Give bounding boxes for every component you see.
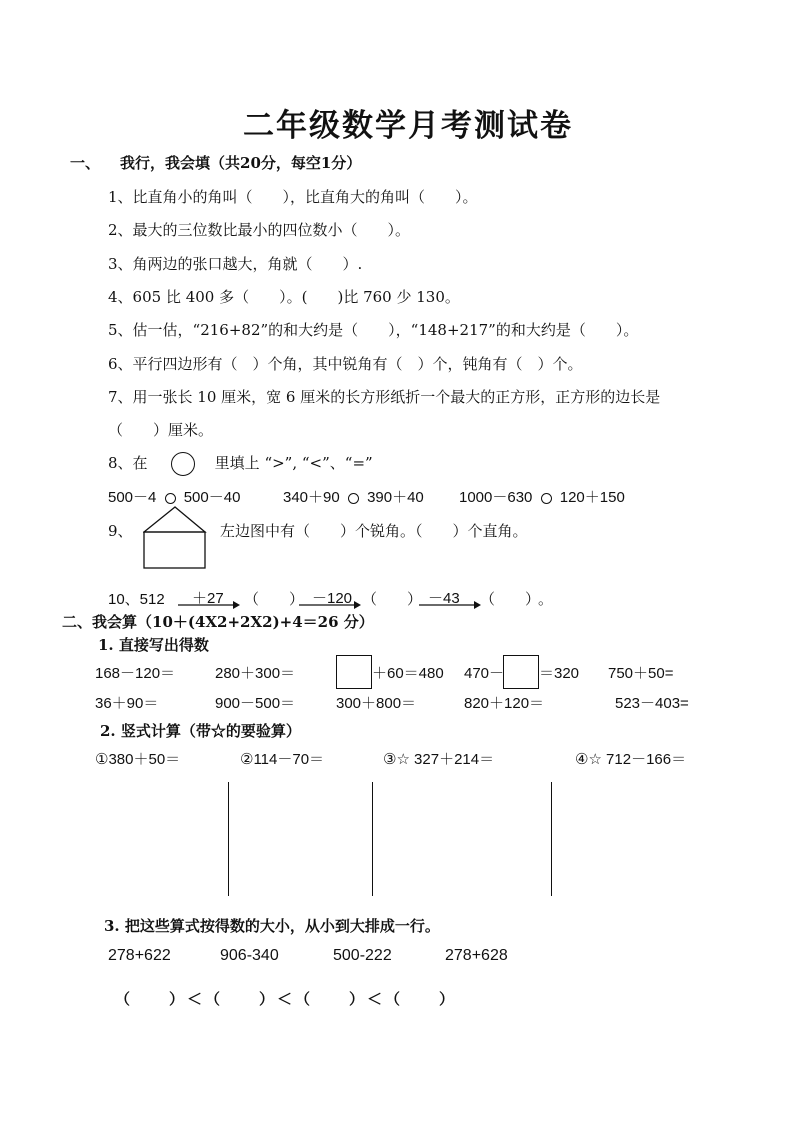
mental-calc: ＝320 [539, 665, 580, 682]
question-7-line2: （ ）厘米。 [108, 421, 214, 439]
chain-end: 。 [538, 591, 554, 608]
question-3: 3、角两边的张口越大，角就（ ）. [108, 255, 363, 273]
chain-blank-1[interactable]: （ ） [244, 591, 305, 608]
question-5: 5、估一估，“216+82”的和大约是（ ），“148+217”的和大约是（ ）。 [108, 321, 639, 339]
divider-line [228, 782, 229, 896]
compare-item-1 [108, 486, 240, 507]
mental-calc: 470－ [464, 665, 505, 682]
arrow-right-icon [298, 597, 362, 611]
question-1: 1、比直角小的角叫（ ），比直角大的角叫（ ）。 [108, 188, 478, 206]
chain-op-1: ＋27 [192, 590, 224, 607]
compare-right: 500－40 [183, 489, 241, 506]
expression: 278+622 [108, 947, 171, 964]
compare-left: 340＋90 [283, 489, 340, 506]
chain-blank-2[interactable]: （ ） [362, 591, 423, 608]
question-8 [108, 452, 373, 476]
question-8-prefix: 8、在 [108, 454, 148, 472]
question-2: 2、最大的三位数比最小的四位数小（ ）。 [108, 221, 411, 239]
arrow-right-icon [177, 597, 241, 611]
question-4: 4、605 比 400 多（ ）。( )比 760 少 130。 [108, 288, 460, 306]
section1-number: 一、 [70, 154, 101, 172]
question-10-start: 10、512 [108, 591, 165, 608]
chain-op-3: －43 [428, 590, 460, 607]
mental-calc: 280＋300＝ [215, 665, 296, 682]
divider-line [372, 782, 373, 896]
compare-item-2 [283, 486, 424, 507]
question-9-text: 左边图中有（ ）个锐角。（ ）个直角。 [220, 522, 528, 540]
question-7-line1: 7、用一张长 10 厘米，宽 6 厘米的长方形纸折一个最大的正方形，正方形的边长是 [108, 388, 661, 406]
expression: 500-222 [333, 947, 392, 964]
compare-circle-icon[interactable] [348, 493, 359, 504]
question-9-number: 9、 [108, 522, 133, 540]
mental-calc: 900－500＝ [215, 695, 296, 712]
compare-left: 500－4 [108, 489, 157, 506]
order-answer-line[interactable]: （ ）＜（ ）＜（ ）＜（ ） [115, 990, 458, 1008]
vertical-calc: ④☆ 712－166＝ [575, 751, 687, 768]
mental-calc: 523－403= [615, 695, 689, 712]
divider-line [551, 782, 552, 896]
chain-op-2: －120 [312, 590, 353, 607]
page-title: 二年级数学月考测试卷 [243, 108, 573, 144]
section1-heading: 我行，我会填（共20分，每空1分） [120, 154, 362, 172]
mental-calc: 750＋50= [608, 665, 674, 682]
compare-right: 120＋150 [559, 489, 625, 506]
compare-circle-icon[interactable] [541, 493, 552, 504]
vertical-calc: ③☆ 327＋214＝ [383, 751, 495, 768]
mental-calc: 820＋120＝ [464, 695, 545, 712]
sub-heading-3: 3. 把这些算式按得数的大小，从小到大排成一行。 [104, 917, 440, 935]
expression: 278+628 [445, 947, 508, 964]
arrow-right-icon [418, 597, 482, 611]
mental-calc: ＋60＝480 [372, 665, 444, 682]
question-6: 6、平行四边形有（ ）个角，其中锐角有（ ）个，钝角有（ ）个。 [108, 355, 583, 373]
sub-heading-2: 2. 竖式计算（带☆的要验算） [100, 722, 301, 740]
vertical-calc: ②114－70＝ [240, 751, 325, 768]
mental-calc: 168－120＝ [95, 665, 176, 682]
section2-heading: 二、我会算（10＋(4X2+2X2)+4＝26 分） [62, 613, 374, 631]
chain-blank-3[interactable]: （ ） [480, 591, 541, 608]
compare-circle-icon[interactable] [165, 493, 176, 504]
expression: 906-340 [220, 947, 279, 964]
question-8-suffix: 里填上 “>”, “<”、“=” [214, 454, 373, 472]
compare-left: 1000－630 [459, 489, 533, 506]
mental-calc: 300＋800＝ [336, 695, 417, 712]
sub-heading-1: 1. 直接写出得数 [98, 636, 209, 654]
rectangle-body [144, 532, 205, 568]
compare-item-3 [459, 486, 625, 507]
answer-box[interactable] [336, 655, 372, 689]
answer-box[interactable] [503, 655, 539, 689]
compare-right: 390＋40 [367, 489, 424, 506]
mental-calc: 36＋90＝ [95, 695, 159, 712]
triangle-roof [144, 507, 205, 532]
circle-icon [171, 452, 195, 476]
vertical-calc: ①380＋50＝ [95, 751, 181, 768]
house-shape-figure [143, 505, 207, 571]
